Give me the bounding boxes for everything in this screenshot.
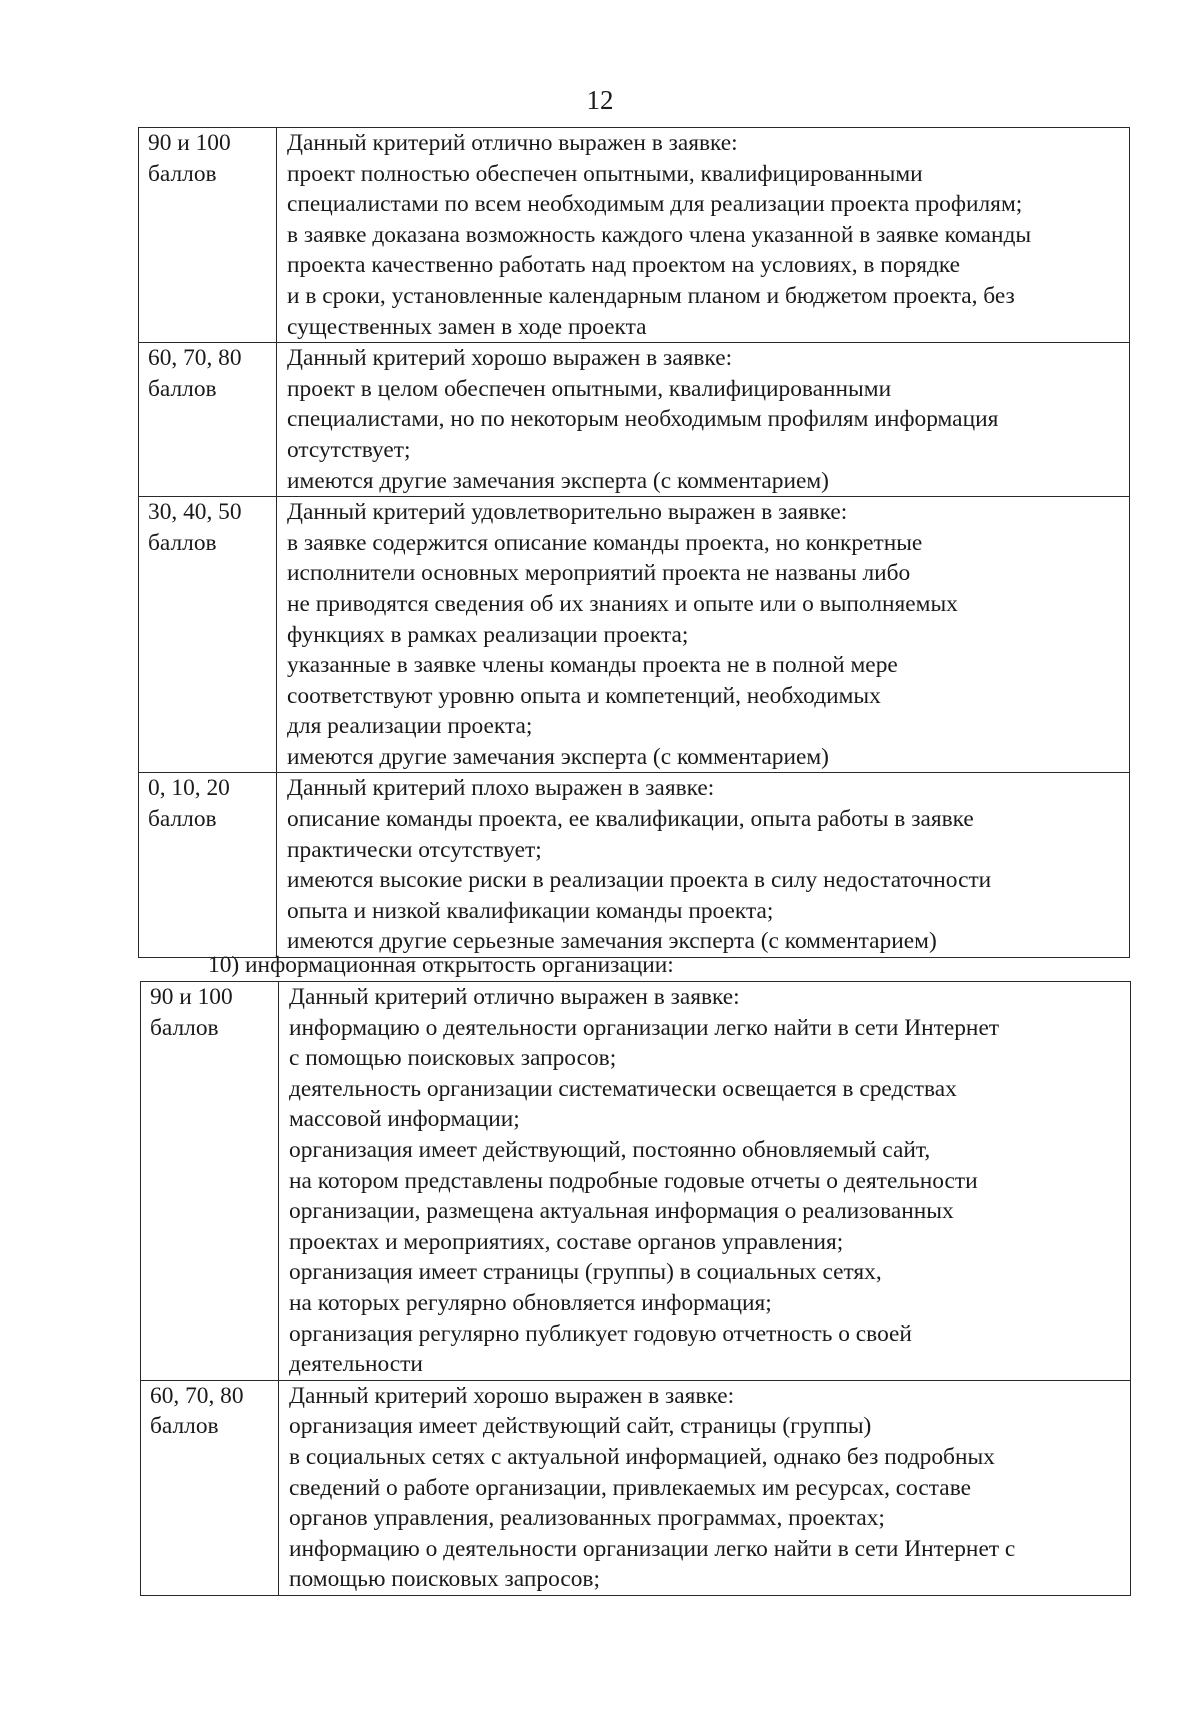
description-line: исполнители основных мероприятий проекта не названы либо bbox=[287, 560, 911, 587]
score-cell bbox=[139, 343, 277, 497]
description-line: на котором представлены подробные годовые отчеты о деятельности bbox=[289, 1167, 978, 1194]
score-cell bbox=[139, 773, 277, 958]
table-body bbox=[139, 128, 1130, 958]
score-unit: баллов bbox=[150, 1413, 219, 1440]
table-row bbox=[139, 343, 1130, 497]
description-line: организация имеет действующий, постоянно обновляемый сайт, bbox=[289, 1136, 931, 1163]
description-line: практически отсутствует; bbox=[287, 836, 542, 863]
description-line: опыта и низкой квалификации команды проекта; bbox=[287, 897, 774, 924]
table-row bbox=[139, 128, 1130, 343]
description-line: организация регулярно публикует годовую отчетность о своей bbox=[289, 1320, 912, 1347]
table-row bbox=[139, 773, 1130, 958]
description-line: соответствуют уровню опыта и компетенций, необходимых bbox=[287, 682, 881, 709]
criteria-table-openness bbox=[140, 981, 1131, 1596]
description-line: проект полностью обеспечен опытными, квалифицированными bbox=[287, 160, 923, 187]
score-unit: баллов bbox=[148, 529, 217, 556]
score-cell bbox=[141, 982, 279, 1381]
description-line: Данный критерий хорошо выражен в заявке: bbox=[287, 345, 733, 372]
description-line: проекта качественно работать над проектом на условиях, в порядке bbox=[287, 252, 961, 279]
score-unit: баллов bbox=[150, 1014, 219, 1041]
score-text: 0, 10, 20 bbox=[148, 775, 230, 802]
description-line: имеются другие серьезные замечания эксперта (с комментарием) bbox=[287, 928, 937, 955]
description-line: и в сроки, установленные календарным планом и бюджетом проекта, без bbox=[287, 282, 1015, 309]
table-row bbox=[141, 982, 1131, 1381]
description-line: проект в целом обеспечен опытными, квалифицированными bbox=[287, 375, 892, 402]
description-line: Данный критерий отлично выражен в заявке: bbox=[289, 984, 740, 1010]
description-line: организации, размещена актуальная информация о реализованных bbox=[289, 1198, 954, 1225]
description-line: существенных замен в ходе проекта bbox=[287, 313, 647, 340]
description-line: Данный критерий отлично выражен в заявке: bbox=[287, 130, 738, 156]
description-line: деятельность организации систематически освещается в средствах bbox=[289, 1075, 957, 1102]
description-line: описание команды проекта, ее квалификации, опыта работы в заявке bbox=[287, 806, 974, 833]
description-line: сведений о работе организации, привлекаемых им ресурсах, составе bbox=[289, 1474, 971, 1501]
description-line: органов управления, реализованных программах, проектах; bbox=[289, 1505, 885, 1532]
table-body bbox=[141, 982, 1131, 1596]
score-text: 60, 70, 80 bbox=[150, 1382, 244, 1409]
table-row bbox=[139, 497, 1130, 773]
description-line: функциях в рамках реализации проекта; bbox=[287, 621, 689, 648]
description-line: проектах и мероприятиях, составе органов управления; bbox=[289, 1228, 844, 1255]
description-cell bbox=[277, 128, 1130, 343]
description-line: информацию о деятельности организации легко найти в сети Интернет bbox=[289, 1014, 1000, 1041]
description-line: организация имеет действующий сайт, страницы (группы) bbox=[289, 1413, 872, 1440]
description-line: указанные в заявке члены команды проекта не в полной мере bbox=[287, 652, 898, 679]
description-line: на которых регулярно обновляется информация; bbox=[289, 1289, 772, 1316]
description-line: массовой информации; bbox=[289, 1106, 520, 1133]
description-line: отсутствует; bbox=[287, 436, 411, 463]
description-cell bbox=[277, 773, 1130, 958]
description-line: информацию о деятельности организации легко найти в сети Интернет с bbox=[289, 1535, 1016, 1562]
score-text: 90 и 100 bbox=[148, 130, 231, 156]
score-cell bbox=[139, 497, 277, 773]
description-line: имеются другие замечания эксперта (с комментарием) bbox=[287, 743, 829, 770]
description-line: не приводятся сведения об их знаниях и опыте или о выполняемых bbox=[287, 590, 958, 617]
score-unit: баллов bbox=[148, 160, 217, 187]
description-cell bbox=[277, 343, 1130, 497]
score-unit: баллов bbox=[148, 375, 217, 402]
description-line: помощью поисковых запросов; bbox=[289, 1566, 600, 1593]
description-cell bbox=[279, 1380, 1131, 1595]
description-line: Данный критерий хорошо выражен в заявке: bbox=[289, 1382, 735, 1409]
description-line: в заявке содержится описание команды проекта, но конкретные bbox=[287, 529, 923, 556]
description-line: специалистами, но по некоторым необходимым профилям информация bbox=[287, 406, 999, 433]
description-cell bbox=[277, 497, 1130, 773]
score-text: 90 и 100 bbox=[150, 984, 233, 1010]
description-line: для реализации проекта; bbox=[287, 713, 533, 740]
description-line: в заявке доказана возможность каждого члена указанной в заявке команды bbox=[287, 221, 1032, 248]
score-text: 30, 40, 50 bbox=[148, 499, 242, 526]
score-unit: баллов bbox=[148, 806, 217, 833]
description-line: деятельности bbox=[289, 1351, 423, 1378]
description-line: Данный критерий удовлетворительно выражен в заявке: bbox=[287, 499, 848, 526]
description-line: специалистами по всем необходимым для реализации проекта профилям; bbox=[287, 191, 1023, 218]
description-line: имеются другие замечания эксперта (с комментарием) bbox=[287, 467, 829, 494]
criteria-table-team bbox=[138, 127, 1130, 958]
description-cell bbox=[279, 982, 1131, 1381]
description-line: в социальных сетях с актуальной информацией, однако без подробных bbox=[289, 1443, 995, 1470]
description-line: с помощью поисковых запросов; bbox=[289, 1045, 617, 1072]
score-text: 60, 70, 80 bbox=[148, 345, 242, 372]
score-cell bbox=[139, 128, 277, 343]
description-line: организация имеет страницы (группы) в социальных сетях, bbox=[289, 1259, 882, 1286]
page-number: 12 bbox=[586, 85, 614, 115]
description-line: Данный критерий плохо выражен в заявке: bbox=[287, 775, 715, 802]
table-row bbox=[141, 1380, 1131, 1595]
score-cell bbox=[141, 1380, 279, 1595]
description-line: имеются высокие риски в реализации проекта в силу недостаточности bbox=[287, 867, 992, 894]
section-heading: 10) информационная открытость организации: bbox=[208, 952, 674, 978]
